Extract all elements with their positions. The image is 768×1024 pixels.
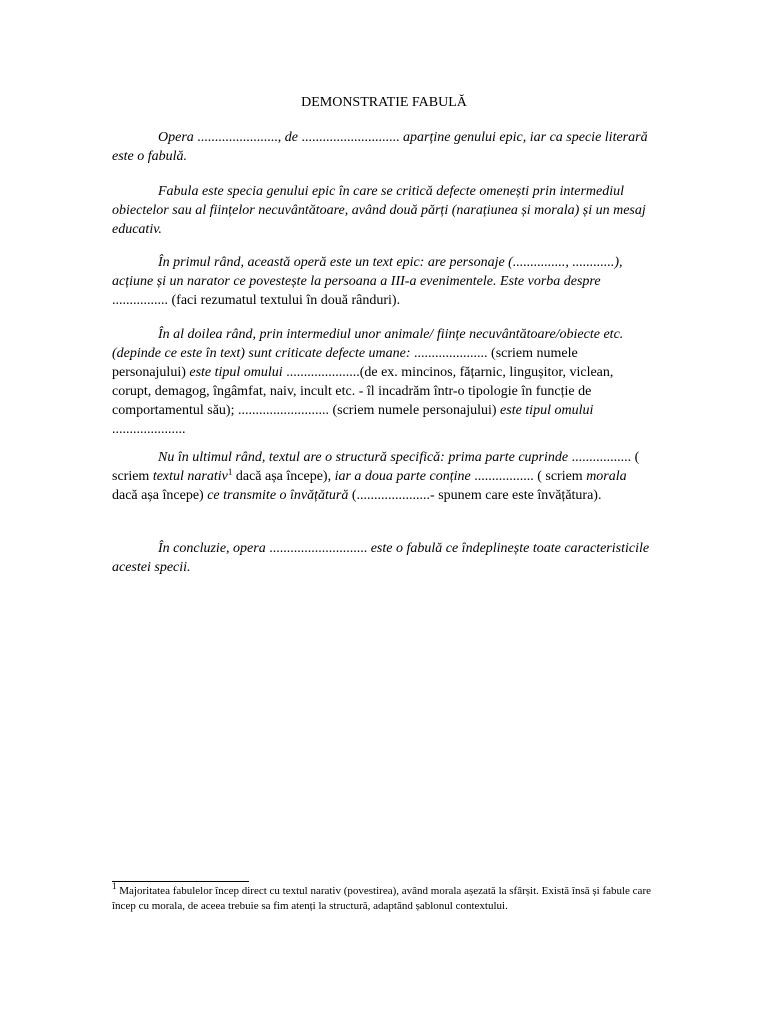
text: În primul rând, această operă este un text epic: are personaje (..............., ............), acțiune și un narator ce povestește la persoana a III-a evenimentele. Este vorba despre bbox=[112, 255, 623, 289]
footnote-text: Majoritatea fabulelor încep direct cu textul narativ (povestirea), având morala așezată la sfârșit. Există însă și fabule care încep cu morala, de aceea trebuie sa fim atenți la structură, adaptând șablonul contextului. bbox=[112, 885, 651, 912]
text: dacă așa începe), bbox=[232, 469, 335, 484]
text: ..................... bbox=[112, 422, 186, 437]
text: este o fabulă ce îndeplinește toate caracteristicile acestei specii. bbox=[112, 541, 650, 575]
text: Nu în ultimul rând, textul are o structură specifică: prima parte cuprinde bbox=[158, 450, 572, 465]
text: ............................ bbox=[269, 541, 371, 556]
text: .....................(de ex. mincinos, fățarnic, lingușitor, viclean, corupt, demagog, îngâmfat, naiv, incult etc. - îl incadrăm într-o tipologie în funcție de comportamentul său); .......................... (scriem numele personajului) bbox=[112, 365, 614, 418]
paragraph-definition bbox=[112, 182, 652, 239]
text: ..................... (scriem numele personajului) bbox=[112, 346, 578, 380]
text: textul narativ bbox=[152, 469, 228, 484]
paragraph-criticism bbox=[112, 325, 652, 439]
footnote-separator bbox=[112, 881, 249, 882]
text: este tipul omului bbox=[500, 403, 594, 418]
paragraph-author bbox=[112, 128, 652, 166]
paragraph-epic bbox=[112, 253, 652, 310]
paragraph-conclusion bbox=[112, 539, 652, 577]
text: morala bbox=[586, 469, 627, 484]
blank-author: ............................ bbox=[301, 130, 403, 145]
text: aparține genului epic, iar ca specie literară este o fabulă. bbox=[112, 130, 648, 164]
text: (.....................- spunem care este învățătura). bbox=[351, 488, 602, 503]
text: În concluzie, bbox=[158, 541, 234, 556]
text: este tipul omului bbox=[189, 365, 287, 380]
text: iar a doua parte conține bbox=[334, 469, 475, 484]
text: ................. ( scriem bbox=[474, 469, 587, 484]
blank-title: ......................., bbox=[197, 130, 285, 145]
text: ce transmite o învățătură bbox=[207, 488, 352, 503]
text: ................ (faci rezumatul textului în două rânduri). bbox=[112, 293, 401, 308]
text: ................. ( scriem bbox=[112, 450, 640, 484]
footnote-mark: 1 bbox=[112, 881, 117, 891]
footnote-reference[interactable]: 1 bbox=[227, 467, 233, 477]
text: În al doilea rând, prin intermediul unor animale/ ființe necuvântătoare/obiecte etc. (depinde ce este în text) sunt criticate defecte umane: bbox=[112, 327, 624, 361]
text: Fabula este specia genului epic în care se critică defecte omenești prin intermediul obiectelor sau al ființelor necuvântătoare, având două părți (narațiunea și morala) și un mesaj educativ. bbox=[112, 184, 646, 237]
footnote bbox=[112, 881, 652, 914]
text: de bbox=[284, 130, 302, 145]
text: dacă așa începe) bbox=[112, 488, 208, 503]
document-title: DEMONSTRATIE FABULĂ bbox=[301, 95, 467, 110]
text: Opera bbox=[158, 130, 198, 145]
text: opera bbox=[233, 541, 270, 556]
paragraph-structure bbox=[112, 448, 652, 505]
